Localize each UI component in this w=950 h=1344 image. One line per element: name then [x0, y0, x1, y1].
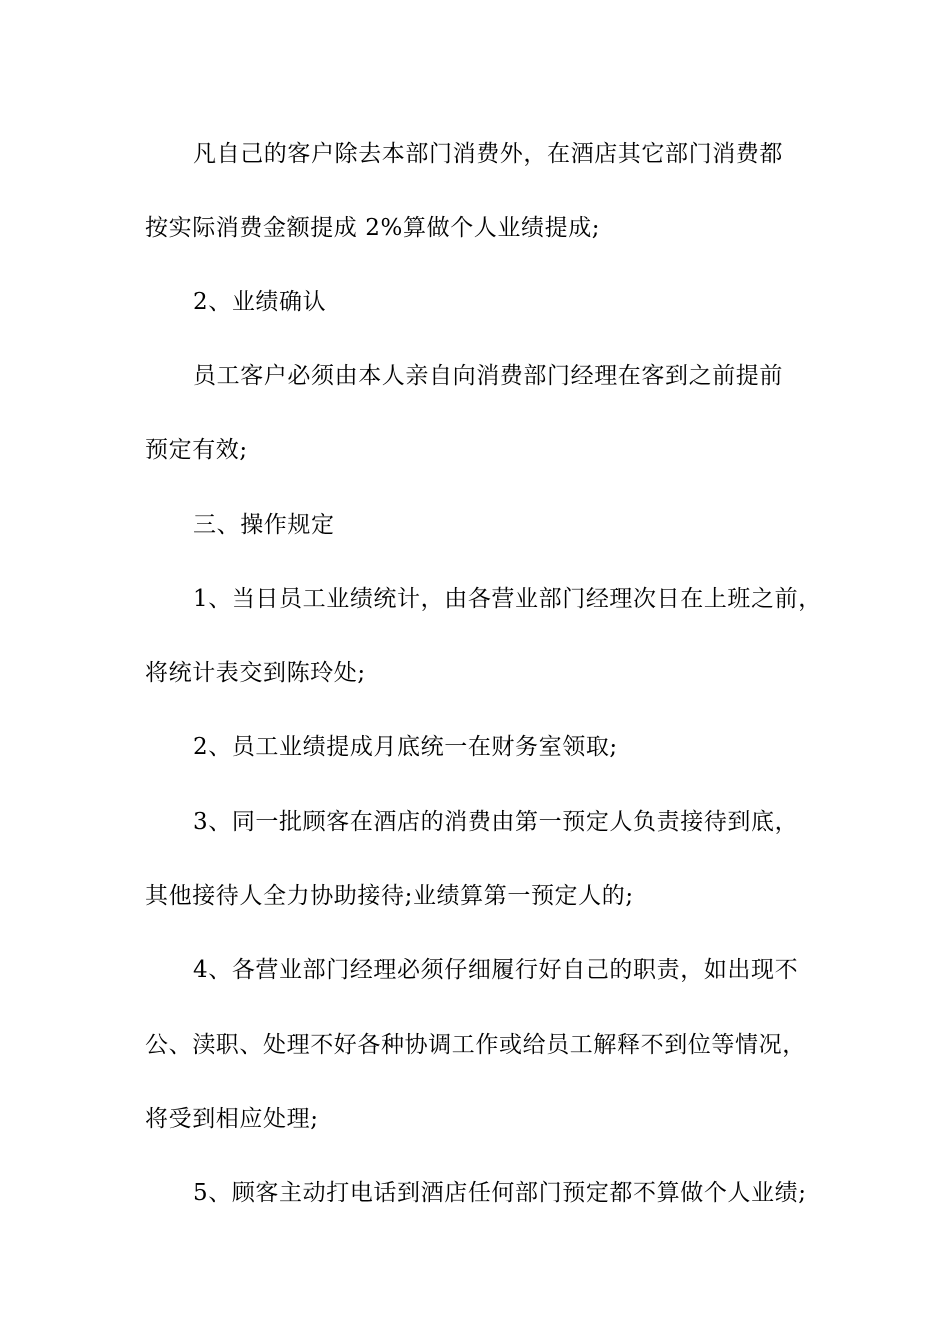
- paragraph-line: 公、渎职、处理不好各种协调工作或给员工解释不到位等情况，: [145, 1032, 806, 1058]
- paragraph-line: 凡自己的客户除去本部门消费外，在酒店其它部门消费都: [193, 141, 783, 167]
- section-heading: 三、操作规定: [193, 512, 335, 538]
- paragraph-line: 3、同一批顾客在酒店的消费由第一预定人负责接待到底，: [193, 809, 799, 835]
- section-heading: 2、业绩确认: [193, 289, 327, 315]
- paragraph-line: 其他接待人全力协助接待;业绩算第一预定人的;: [145, 883, 634, 909]
- paragraph-line: 4、各营业部门经理必须仔细履行好自己的职责，如出现不: [193, 957, 799, 983]
- paragraph-line: 2、员工业绩提成月底统一在财务室领取;: [193, 734, 618, 760]
- paragraph-line: 1、当日员工业绩统计，由各营业部门经理次日在上班之前，: [193, 586, 822, 612]
- paragraph-line: 将受到相应处理;: [145, 1106, 319, 1132]
- paragraph-line: 按实际消费金额提成 2%算做个人业绩提成;: [145, 215, 601, 241]
- paragraph-line: 预定有效;: [145, 437, 248, 463]
- paragraph-line: 员工客户必须由本人亲自向消费部门经理在客到之前提前: [193, 363, 783, 389]
- paragraph-line: 将统计表交到陈玲处;: [145, 660, 366, 686]
- paragraph-line: 5、顾客主动打电话到酒店任何部门预定都不算做个人业绩;: [193, 1180, 807, 1206]
